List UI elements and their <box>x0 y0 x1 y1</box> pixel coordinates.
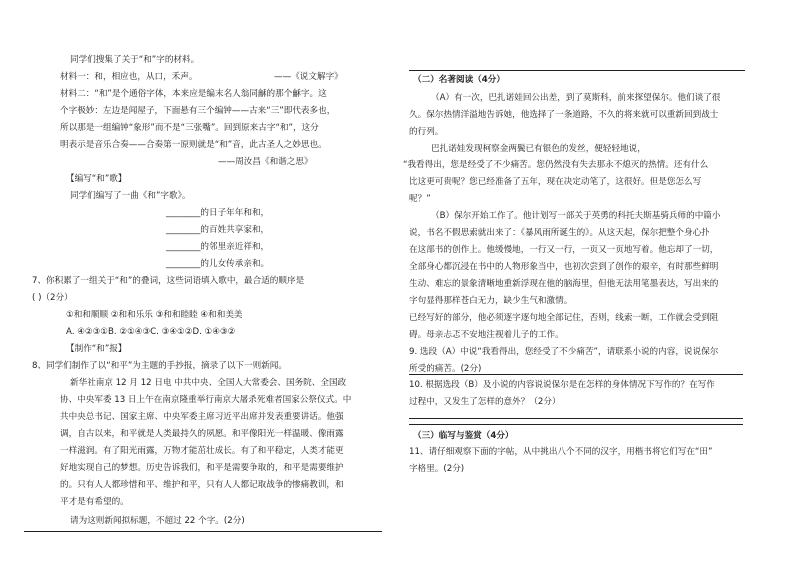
passage-a-line: 呢？” <box>409 194 431 204</box>
passage-b-line: 全部身心都沉浸在书中的人物形象当中，也初次尝到了创作的艰辛，有时那些鲜明 <box>409 262 719 272</box>
material-2-source: ——周汝昌《和谐之思》 <box>218 157 313 167</box>
question-9-line: 9. 选段（A）中说“我看得出，您经受了不少痛苦”，请联系小说的内容，说说保尔 <box>409 347 719 357</box>
right-top-rule <box>409 70 745 71</box>
passage-b-line: 生动、难忘的景象清晰地重新浮现在他的脑海里，但他无法用笔墨表达，写出来的 <box>409 279 719 289</box>
question-11-line: 11、请仔细观察下面的字帖，从中挑出八个不同的汉字，用楷书将它们写在“田” <box>409 447 713 457</box>
passage-a-line: “我看得出，您是经受了不少痛苦。您仍然没有失去那永不熄灭的热情。还有什么 <box>403 160 709 170</box>
section-make-heading: 【制作“和”报】 <box>66 344 127 354</box>
passage-b-line: 碍。母亲忐忑不安地注视着儿子的工作。 <box>409 330 564 340</box>
material-2-line: 明表示是音乐合奏——合奏第一原则就是“和”音，此古圣人之妙思也。 <box>60 140 327 150</box>
news-line: 协、中央军委 13 日上午在南京隆重举行南京大屠杀死难者国家公祭仪式。中 <box>60 395 352 405</box>
question-10-line: 过程中，又发生了怎样的意外？（2分） <box>409 397 561 407</box>
news-line: 调，自古以来，和平就是人类最持久的夙愿。和平像阳光一样温暖、像雨露 <box>60 429 344 439</box>
news-line: 好地实现自己的梦想。历史告诉我们，和平是需要争取的，和平是需要维护 <box>60 463 344 473</box>
passage-a-line: （A）有一次，巴扎诺娃回公出差，到了莫斯科，前来探望保尔。他们谈了很 <box>431 93 721 103</box>
song-line: ________的百姓共享家和， <box>166 225 270 235</box>
material-1-text: 材料一：和，相应也，从口，禾声。 <box>60 72 198 82</box>
song-line: ________的儿女传承亲和。 <box>166 259 270 269</box>
divider-q9 <box>409 374 743 375</box>
question-11-line: 字格里。(2分) <box>409 464 465 474</box>
compose-intro: 同学们编写了一曲《和”字歌》。 <box>70 191 191 201</box>
passage-b-line: 在这部书的创作上。他缓慢地，一行又一行，一页又一页地写着。他忘却了一切， <box>409 245 719 255</box>
question-7-line: 7、你积累了一组关于“和”的叠词，这些词语填入歌中，最合适的顺序是 <box>32 276 305 286</box>
question-8-intro: 8、同学们制作了以“和平”为主题的手抄报，摘录了以下一则新闻。 <box>32 361 287 371</box>
passage-a-line: 比这更可贵呢？您已经准备了五年，现在决定动笔了，这很好。但是您怎么写 <box>409 177 702 187</box>
section-3-title: （三）临写与鉴赏（4分） <box>413 431 514 441</box>
section-compose-heading: 【编写“和”歌】 <box>66 174 127 184</box>
passage-a-line: 久。保尔热情洋溢地告诉她，他选择了一条道路，不久的将来就可以重新回到战士 <box>409 110 719 120</box>
passage-b-line: 字句显得那样苍白无力，缺少生气和激情。 <box>409 296 573 306</box>
question-8-task: 请为这则新闻拟标题，不超过 22 个字。(2分) <box>70 516 245 526</box>
material-2-line: 个字极妙：左边是闻屋子，下面悬有三个编钟——古来“三”即代表多也， <box>60 106 336 116</box>
question-10-line: 10. 根据选段（B）及小说的内容说说保尔是在怎样的身体情况下写作的？在写作 <box>409 380 715 390</box>
section-2-title: （二）名著阅读（4分） <box>413 75 505 85</box>
material-1-source: ——《说文解字》 <box>274 72 343 82</box>
passage-b-line: 说，书名不假思索就出来了：《暴风雨所诞生的》。从这天起，保尔把整个身心扑 <box>409 228 710 238</box>
question-9-line: 所受的痛苦。(2分) <box>409 364 482 374</box>
question-7-choices: A. ④②③①B. ②①④③C. ③④①②D. ①④③② <box>66 327 236 337</box>
divider-section-3 <box>409 424 743 425</box>
passage-b-line: （B）保尔开始工作了。他计划写一部关于英勇的科托夫斯基骑兵师的中篇小 <box>431 211 721 221</box>
question-7-line: ( )（2分） <box>32 293 73 303</box>
passage-a-line: 巴扎诺娃发现柯察金两鬓已有银色的发丝，便轻轻地说， <box>431 144 646 154</box>
left-bottom-rule <box>24 531 382 532</box>
divider-q10 <box>409 418 743 419</box>
material-2-line: 所以那是一组编钟“象形”而不是“三张嘴”。回到原来古字“和”，这分 <box>60 123 319 133</box>
passage-a-line: 的行列。 <box>409 127 444 137</box>
intro-text: 同学们搜集了关于“和”字的材料。 <box>70 55 200 65</box>
passage-b-line: 已经写好的部分，他必须逐字逐句地全部记住，否则，线索一断，工作就会受到阻 <box>409 313 719 323</box>
news-line: 共中央总书记、国家主席、中央军委主席习近平出席并发表重要讲话。他强 <box>60 412 344 422</box>
material-2-line: 材料二：“和”是个通俗字体，本来应是编末名人翁同龢的那个龢字。这 <box>60 89 327 99</box>
news-line: 的。只有人人都珍惜和平、维护和平，只有人人都记取战争的惨痛教训，和 <box>60 480 344 490</box>
news-line: 平才是有希望的。 <box>60 497 129 507</box>
news-line: 新华社南京 12 月 12 日电 中共中央、全国人大常委会、国务院、全国政 <box>70 378 347 388</box>
song-line: ________的日子年年和和， <box>166 208 270 218</box>
news-line: 一样滋润。有了阳光雨露，万物才能茁壮成长。有了和平稳定，人类才能更 <box>60 446 344 456</box>
song-line: ________的邻里亲近祥和， <box>166 242 270 252</box>
question-7-options: ①和和顺顺 ②和和乐乐 ③和和睦睦 ④和和美美 <box>66 310 243 320</box>
